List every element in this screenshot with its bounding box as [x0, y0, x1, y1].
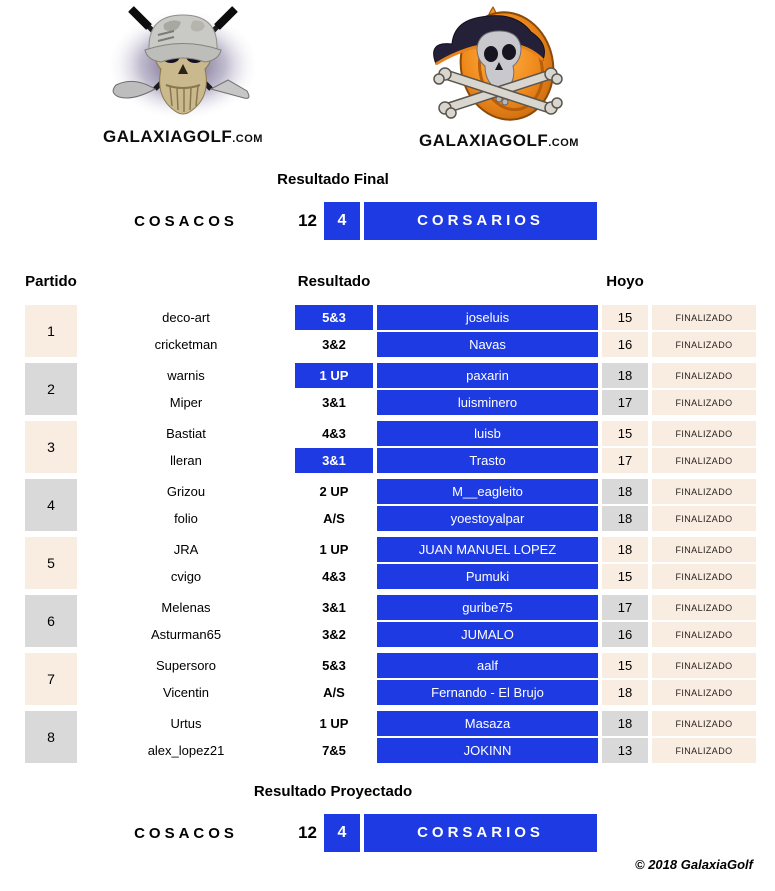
- match-rows: [77, 421, 756, 473]
- match-score: 3&1: [322, 600, 346, 615]
- galaxiagolf-wordmark: [418, 131, 580, 151]
- match-rows: [77, 537, 756, 589]
- match-score: 3&1: [322, 395, 346, 410]
- match-score: 4&3: [322, 569, 346, 584]
- status-badge: FINALIZADO: [652, 479, 756, 504]
- results-table-header: [0, 273, 775, 292]
- hole-number: 16: [602, 622, 648, 647]
- status-badge: FINALIZADO: [652, 448, 756, 473]
- match-row: [77, 421, 756, 446]
- hole-number: 15: [602, 305, 648, 330]
- match-row: [77, 448, 756, 473]
- hole-number: 18: [602, 363, 648, 388]
- logos-header: [0, 0, 775, 162]
- match-rows: [77, 363, 756, 415]
- skull-golf-cap-icon: [92, 3, 274, 121]
- match-row: [77, 680, 756, 705]
- hole-number: 15: [602, 653, 648, 678]
- match-score: 3&1: [295, 448, 373, 473]
- final-result-title: Resultado Final: [277, 171, 389, 188]
- home-team-name: COSACOS: [134, 212, 238, 230]
- match-number: 3: [25, 421, 77, 473]
- hole-number: 18: [602, 680, 648, 705]
- match-rows: [77, 595, 756, 647]
- hole-number: 17: [602, 390, 648, 415]
- match-block: [25, 305, 775, 357]
- projected-result-title: Resultado Proyectado: [253, 783, 413, 800]
- brand-text: GALAXIAGOLF: [419, 131, 549, 150]
- hole-number: 18: [602, 537, 648, 562]
- home-player-name: warnis: [167, 368, 205, 383]
- hole-number: 17: [602, 595, 648, 620]
- home-team-score: 12: [298, 211, 317, 230]
- home-player-name: Vicentin: [162, 685, 209, 700]
- copyright-text: © 2018 GalaxiaGolf: [635, 857, 753, 872]
- status-badge: FINALIZADO: [652, 506, 756, 531]
- home-team-name: COSACOS: [134, 824, 238, 842]
- hole-number: 18: [602, 479, 648, 504]
- match-score: 7&5: [322, 743, 346, 758]
- brand-suffix-text: .COM: [548, 137, 579, 149]
- home-player-name: folio: [174, 511, 198, 526]
- status-badge: FINALIZADO: [652, 332, 756, 357]
- match-number: 1: [25, 305, 77, 357]
- away-team-name: CORSARIOS: [364, 202, 597, 240]
- status-badge: FINALIZADO: [652, 363, 756, 388]
- away-player-name: Masaza: [377, 711, 598, 736]
- match-row: [77, 564, 756, 589]
- away-player-name: JUMALO: [377, 622, 598, 647]
- hole-number: 13: [602, 738, 648, 763]
- match-row: [77, 738, 756, 763]
- hole-number: 15: [602, 421, 648, 446]
- column-header-partido: Partido: [25, 273, 77, 290]
- home-player-name: Miper: [169, 395, 203, 410]
- match-row: [77, 305, 756, 330]
- results-table: [25, 305, 775, 763]
- away-team-name: CORSARIOS: [364, 814, 597, 852]
- match-rows: [77, 653, 756, 705]
- match-number: 8: [25, 711, 77, 763]
- hole-number: 16: [602, 332, 648, 357]
- home-player-name: Bastiat: [166, 426, 206, 441]
- away-player-name: JUAN MANUEL LOPEZ: [377, 537, 598, 562]
- match-block: [25, 363, 775, 415]
- away-team-score: 4: [324, 202, 360, 240]
- match-number: 4: [25, 479, 77, 531]
- away-player-name: Fernando - El Brujo: [377, 680, 598, 705]
- status-badge: FINALIZADO: [652, 653, 756, 678]
- match-score: 5&3: [295, 305, 373, 330]
- home-player-name: alex_lopez21: [147, 743, 225, 758]
- match-score: 1 UP: [295, 363, 373, 388]
- away-player-name: Navas: [377, 332, 598, 357]
- match-rows: [77, 305, 756, 357]
- home-player-name: deco-art: [162, 310, 210, 325]
- column-header-resultado: Resultado: [297, 273, 371, 290]
- hole-number: 15: [602, 564, 648, 589]
- match-row: [77, 653, 756, 678]
- status-badge: FINALIZADO: [652, 564, 756, 589]
- match-block: [25, 537, 775, 589]
- match-number: 6: [25, 595, 77, 647]
- match-block: [25, 421, 775, 473]
- projected-scoreline: [0, 814, 775, 852]
- brand-text: GALAXIAGOLF: [103, 127, 233, 146]
- match-number: 2: [25, 363, 77, 415]
- match-number: 7: [25, 653, 77, 705]
- status-badge: FINALIZADO: [652, 390, 756, 415]
- match-score: A/S: [323, 685, 345, 700]
- home-player-name: Melenas: [161, 600, 211, 615]
- match-row: [77, 390, 756, 415]
- away-player-name: M__eagleito: [377, 479, 598, 504]
- match-rows: [77, 711, 756, 763]
- away-team-score: 4: [324, 814, 360, 852]
- match-score: 4&3: [322, 426, 346, 441]
- match-row: [77, 363, 756, 388]
- status-badge: FINALIZADO: [652, 738, 756, 763]
- away-player-name: luisb: [377, 421, 598, 446]
- corsarios-logo[interactable]: [418, 3, 580, 151]
- match-block: [25, 653, 775, 705]
- home-player-name: Urtus: [170, 716, 202, 731]
- cosacos-logo[interactable]: [92, 3, 274, 147]
- status-badge: FINALIZADO: [652, 421, 756, 446]
- away-player-name: luisminero: [377, 390, 598, 415]
- home-team-score: 12: [298, 823, 317, 842]
- pirate-skull-bones-icon: [418, 3, 580, 125]
- away-player-name: JOKINN: [377, 738, 598, 763]
- match-row: [77, 506, 756, 531]
- home-player-name: Asturman65: [150, 627, 222, 642]
- home-player-name: JRA: [173, 542, 199, 557]
- match-score: A/S: [323, 511, 345, 526]
- match-row: [77, 622, 756, 647]
- match-row: [77, 537, 756, 562]
- away-player-name: aalf: [377, 653, 598, 678]
- hole-number: 18: [602, 506, 648, 531]
- home-player-name: lleran: [170, 453, 202, 468]
- match-score: 5&3: [322, 658, 346, 673]
- match-rows: [77, 479, 756, 531]
- galaxiagolf-wordmark: [92, 127, 274, 147]
- hole-number: 18: [602, 711, 648, 736]
- brand-suffix-text: .COM: [232, 133, 263, 145]
- match-score: 2 UP: [319, 484, 349, 499]
- away-player-name: guribe75: [377, 595, 598, 620]
- home-player-name: cvigo: [170, 569, 202, 584]
- match-block: [25, 711, 775, 763]
- match-number: 5: [25, 537, 77, 589]
- status-badge: FINALIZADO: [652, 711, 756, 736]
- home-player-name: Supersoro: [156, 658, 216, 673]
- status-badge: FINALIZADO: [652, 537, 756, 562]
- hole-number: 17: [602, 448, 648, 473]
- match-score: 3&2: [322, 627, 346, 642]
- match-row: [77, 332, 756, 357]
- home-player-name: cricketman: [154, 337, 218, 352]
- match-score: 1 UP: [319, 542, 349, 557]
- match-score: 1 UP: [319, 716, 349, 731]
- away-player-name: Pumuki: [377, 564, 598, 589]
- match-row: [77, 479, 756, 504]
- away-player-name: joseluis: [377, 305, 598, 330]
- away-player-name: paxarin: [377, 363, 598, 388]
- match-block: [25, 479, 775, 531]
- match-block: [25, 595, 775, 647]
- match-score: 3&2: [322, 337, 346, 352]
- status-badge: FINALIZADO: [652, 680, 756, 705]
- status-badge: FINALIZADO: [652, 595, 756, 620]
- status-badge: FINALIZADO: [652, 622, 756, 647]
- status-badge: FINALIZADO: [652, 305, 756, 330]
- away-player-name: yoestoyalpar: [377, 506, 598, 531]
- away-player-name: Trasto: [377, 448, 598, 473]
- final-scoreline: [0, 202, 775, 240]
- home-player-name: Grizou: [166, 484, 206, 499]
- match-row: [77, 711, 756, 736]
- column-header-hoyo: Hoyo: [606, 273, 644, 290]
- match-row: [77, 595, 756, 620]
